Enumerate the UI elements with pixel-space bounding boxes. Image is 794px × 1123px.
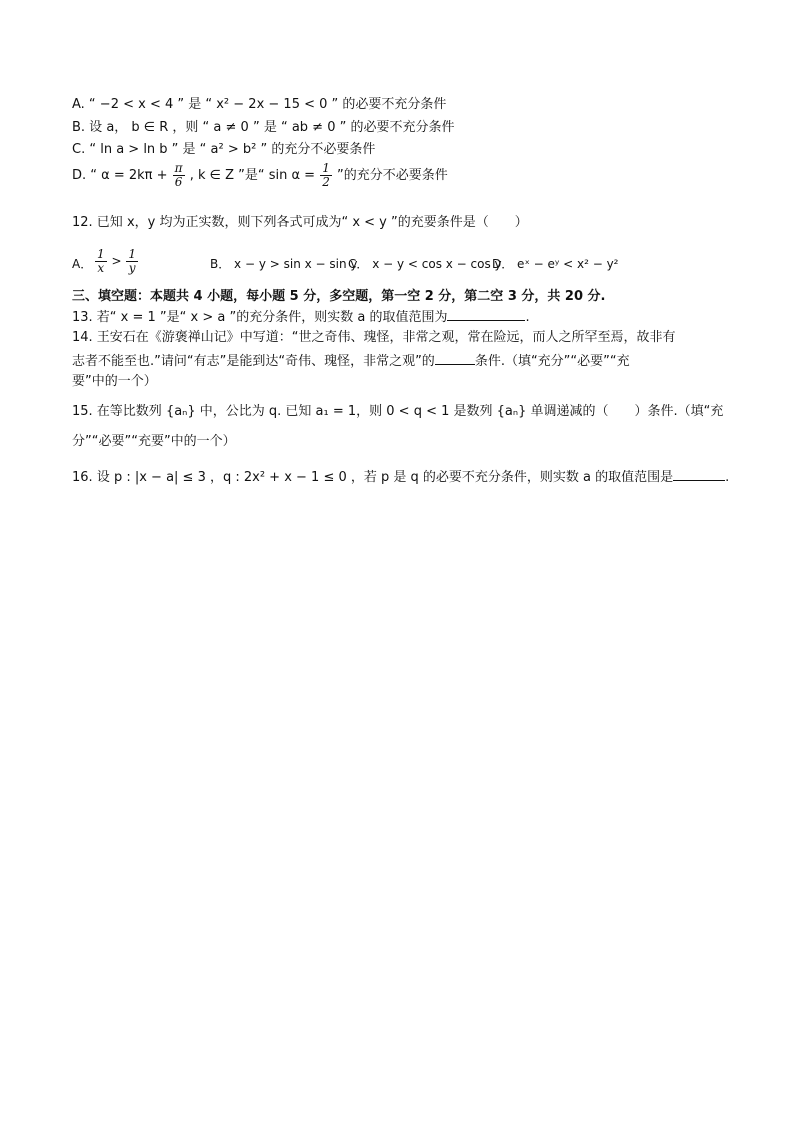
q13	[72, 308, 530, 326]
q12-option-d: D． eˣ − eʸ < x² − y²	[492, 257, 619, 271]
q11-option-d-suffix: ”的充分不必要条件	[337, 168, 448, 183]
q11-option-d-prefix: D. “ α = 2kπ +	[72, 168, 168, 183]
greater-than-sign: >	[111, 254, 122, 268]
q14-line-1: 14. 王安石在《游褒禅山记》中写道：“世之奇伟、瑰怪，非常之观，常在险远，而人之所罕至焉，故非有	[72, 330, 676, 345]
q12-option-c: C． x − y < cos x − cos y	[348, 257, 502, 271]
q16-answer-blank[interactable]	[673, 468, 725, 481]
q11-option-d	[72, 160, 448, 192]
q16	[72, 468, 729, 486]
q14-line-2-text: 志者不能至也.”请问“有志”是能到达“奇伟、瑰怪，非常之观”的	[72, 354, 435, 369]
q12-options	[72, 248, 722, 282]
q12-stem: 12. 已知 x，y 均为正实数，则下列各式可成为“ x < y ”的充要条件是（ ）	[72, 215, 528, 230]
q15-line-1: 15. 在等比数列 {aₙ} 中，公比为 q. 已知 a₁ = 1，则 0 < q < 1 是数列 {aₙ} 单调递减的（ ）条件.（填“充	[72, 404, 724, 419]
q11-option-d-fraction-one-half	[320, 162, 332, 189]
q14-line-2	[72, 352, 630, 370]
q16-end: .	[725, 470, 730, 485]
fraction-denominator: x	[97, 261, 105, 275]
fraction-denominator: 2	[322, 175, 330, 189]
q13-text: 13. 若“ x = 1 ”是“ x > a ”的充分条件，则实数 a 的取值范围为	[72, 310, 448, 325]
q11-option-b: B. 设 a， b ∈ R ，则 “ a ≠ 0 ” 是 “ ab ≠ 0 ” 的必要不充分条件	[72, 120, 455, 135]
q12-option-b: B． x − y > sin x − sin y	[210, 257, 358, 271]
q14-answer-blank[interactable]	[435, 352, 475, 365]
q16-text: 16. 设 p : |x − a| ≤ 3 ，q : 2x² + x − 1 ≤ 0 ，若 p 是 q 的必要不充分条件，则实数 a 的取值范围是	[72, 470, 674, 485]
q14-line-2-suffix: 条件.（填“充分”“必要”“充	[474, 354, 630, 369]
fraction-denominator: y	[128, 261, 136, 275]
fraction-denominator: 6	[174, 175, 183, 189]
fraction-one-over-y	[126, 248, 138, 275]
fraction-numerator: 1	[128, 247, 136, 261]
q11-option-a: A. “ −2 < x < 4 ” 是 “ x² − 2x − 15 < 0 ” 的必要不充分条件	[72, 97, 447, 112]
section-three-heading: 三、填空题：本题共 4 小题，每小题 5 分，多空题，第一空 2 分，第二空 3 分，共 20 分.	[72, 289, 606, 304]
fraction-numerator: π	[174, 161, 183, 175]
fraction-numerator: 1	[322, 161, 330, 175]
q11-option-d-middle: , k ∈ Z ”是“ sin α =	[189, 168, 316, 183]
q12-option-a-expression	[94, 248, 139, 275]
q15-line-2: 分”“必要”“充要”中的一个）	[72, 434, 236, 449]
fraction-one-over-x	[95, 248, 107, 275]
q12-option-a-label: A．	[72, 257, 93, 271]
q11-option-d-fraction-pi-over-6	[173, 162, 185, 189]
q13-end: .	[525, 310, 530, 325]
q14-line-3: 要”中的一个）	[72, 374, 157, 389]
fraction-numerator: 1	[97, 247, 105, 261]
q11-option-c: C. “ ln a > ln b ” 是 “ a² > b² ” 的充分不必要条件	[72, 142, 376, 157]
q13-answer-blank[interactable]	[447, 308, 525, 321]
